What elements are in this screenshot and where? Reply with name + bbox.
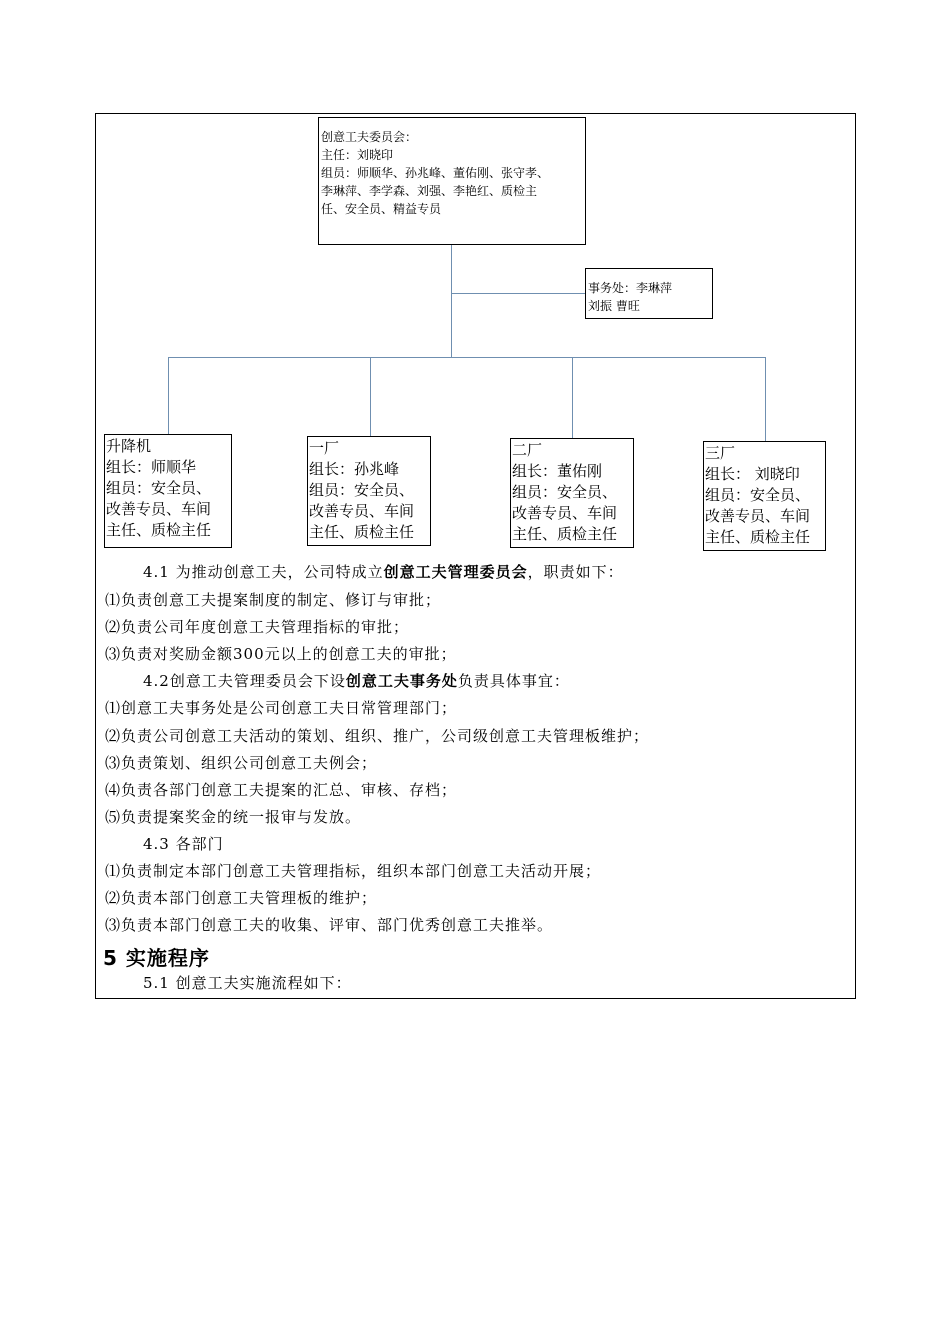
committee-members-line-1: 组员：师顺华、孙兆峰、董佑刚、张守孝、: [321, 166, 550, 180]
dept-members-3: 主任、质检主任: [705, 528, 811, 546]
dept-members-2: 改善专员、车间: [705, 507, 811, 525]
section-4-1-heading: [143, 562, 624, 582]
dept-members-1: 组员：安全员、: [512, 483, 618, 501]
dept-members-2: 改善专员、车间: [106, 500, 212, 518]
item-4-2-3: ⑶负责策划、组织公司创意工夫例会；: [105, 754, 378, 772]
section-4-2-heading: [143, 671, 570, 691]
item-4-2-5: ⑸负责提案奖金的统一报审与发放。: [105, 808, 362, 826]
dept-name: 二厂: [512, 441, 543, 459]
dept-leader: 组长： 刘晓印: [705, 465, 800, 483]
committee-name-bold: 创意工夫管理委员会: [383, 563, 528, 581]
committee-members-line-3: 任、安全员、精益专员: [321, 202, 442, 216]
dept-members-3: 主任、质检主任: [309, 523, 415, 541]
office-box: [585, 268, 713, 319]
dept-members-2: 改善专员、车间: [512, 504, 618, 522]
item-4-2-2: ⑵负责公司创意工夫活动的策划、组织、推广，公司级创意工夫管理板维护；: [105, 727, 650, 745]
section-4-1-tail: ，职责如下：: [527, 563, 624, 581]
item-4-1-3: ⑶负责对奖励金额300元以上的创意工夫的审批；: [105, 645, 457, 663]
dept-name: 一厂: [309, 439, 340, 457]
office-name-bold: 创意工夫事务处: [345, 672, 458, 690]
dept-name: 三厂: [705, 444, 736, 462]
dept-leader: 组长：董佑刚: [512, 462, 603, 480]
committee-title: 创意工夫委员会：: [321, 130, 418, 144]
connector-dept-4: [765, 357, 766, 442]
connector-dept-3: [572, 357, 573, 439]
connector-dept-1: [168, 357, 169, 435]
dept-members-1: 组员：安全员、: [309, 481, 415, 499]
dept-name: 升降机: [106, 437, 152, 455]
section-4-3-heading: 4.3 各部门: [143, 835, 224, 853]
item-4-2-4: ⑷负责各部门创意工夫提案的汇总、审核、存档；: [105, 781, 458, 799]
dept-leader: 组长：师顺华: [106, 458, 197, 476]
section-5-heading: 5 实施程序: [103, 946, 210, 970]
item-4-3-1: ⑴负责制定本部门创意工夫管理指标，组织本部门创意工夫活动开展；: [105, 862, 602, 880]
dept-members-3: 主任、质检主任: [512, 525, 618, 543]
section-5-1: 5.1 创意工夫实施流程如下：: [143, 974, 352, 992]
item-4-3-3: ⑶负责本部门创意工夫的收集、评审、部门优秀创意工夫推举。: [105, 916, 554, 934]
dept-members-1: 组员：安全员、: [705, 486, 811, 504]
dept-members-3: 主任、质检主任: [106, 521, 212, 539]
section-4-2-tail: 负责具体事宜：: [457, 672, 570, 690]
section-4-2-text: 4.2创意工夫管理委员会下设: [143, 672, 346, 690]
connector-horizontal-bus: [168, 357, 766, 358]
dept-members-1: 组员：安全员、: [106, 479, 212, 497]
item-4-1-1: ⑴负责创意工夫提案制度的制定、修订与审批；: [105, 591, 442, 609]
item-4-1-2: ⑵负责公司年度创意工夫管理指标的审批；: [105, 618, 410, 636]
dept-box-plant-2: [510, 438, 634, 548]
committee-members-line-2: 李琳萍、李学森、刘强、李艳红、质检主: [321, 184, 538, 198]
item-4-2-1: ⑴创意工夫事务处是公司创意工夫日常管理部门；: [105, 699, 458, 717]
office-line-2: 刘振 曹旺: [588, 299, 640, 313]
section-4-1-text: 4.1 为推动创意工夫，公司特成立: [143, 563, 384, 581]
connector-to-office: [451, 293, 586, 294]
connector-dept-2: [370, 357, 371, 437]
item-4-3-2: ⑵负责本部门创意工夫管理板的维护；: [105, 889, 378, 907]
dept-box-plant-3: [703, 441, 826, 551]
office-line-1: 事务处：李琳萍: [588, 281, 673, 295]
dept-leader: 组长：孙兆峰: [309, 460, 400, 478]
committee-director: 主任：刘晓印: [321, 148, 394, 162]
dept-box-lift: [104, 434, 232, 548]
dept-box-plant-1: [307, 436, 431, 546]
dept-members-2: 改善专员、车间: [309, 502, 415, 520]
connector-committee-down: [451, 244, 452, 357]
committee-box: [318, 117, 586, 245]
